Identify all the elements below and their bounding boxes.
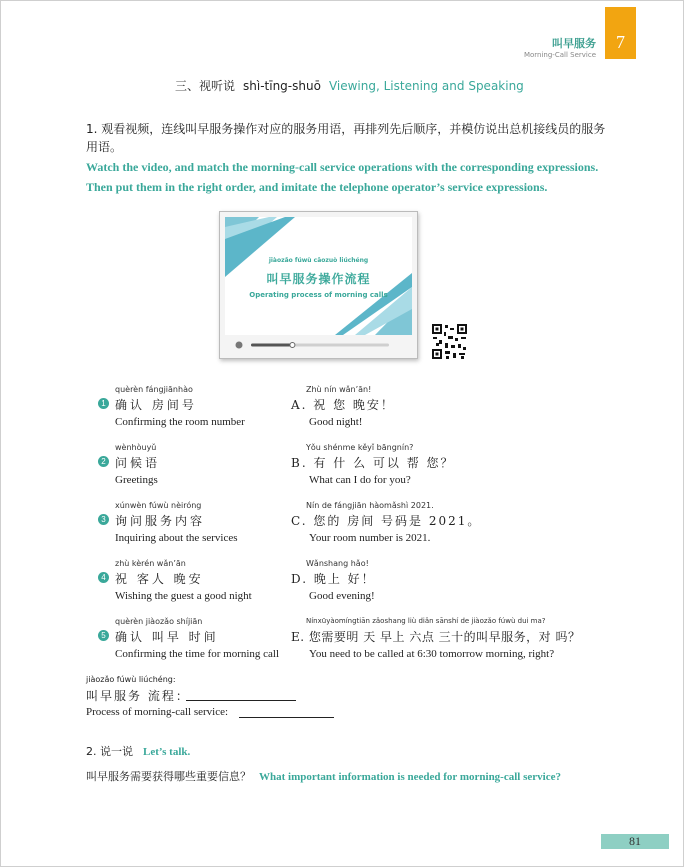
item-pinyin: quèrèn jiàozǎo shíjiān	[115, 617, 203, 626]
option-cn: B. 有 什 么 可以 帮 您？	[291, 456, 455, 470]
task2-heading-cn: 2. 说一说	[86, 745, 133, 758]
option-en: What can I do for you?	[309, 474, 411, 486]
option-en: Good night!	[309, 416, 363, 428]
option-cn: A. 祝 您 晚安！	[291, 398, 395, 412]
item-en: Wishing the guest a good night	[115, 590, 252, 602]
task2-question	[86, 768, 561, 784]
video-player[interactable]	[219, 211, 418, 359]
item-en: Confirming the time for morning call	[115, 648, 280, 660]
task1-instruction-en: Watch the video, and match the morning-call service operations with the corresponding expressions. Then put them in the right order, and imitate the telephone operator’s service expressions.	[86, 160, 599, 194]
item-number: 4	[98, 572, 109, 583]
header-title: 叫早服务	[552, 37, 596, 50]
item-cn: 确认 叫早 时间	[115, 630, 219, 644]
header-subtitle: Morning-Call Service	[523, 51, 596, 59]
answer-blank-cn[interactable]	[186, 700, 296, 701]
item-en: Confirming the room number	[115, 416, 245, 428]
option-pinyin: Nín de fángjiān hàomǎshì 2021.	[306, 501, 434, 510]
item-pinyin: zhù kèrén wǎn’ān	[115, 559, 186, 568]
video-pinyin: jiàozǎo fúwù cāozuò liúchéng	[268, 257, 369, 264]
play-icon[interactable]	[236, 342, 243, 349]
chapter-tab: 7	[605, 7, 636, 59]
option-en: Your room number is 2021.	[309, 532, 431, 544]
item-number: 2	[98, 456, 109, 467]
fill-label-en: Process of morning-call service:	[86, 706, 229, 718]
item-en: Inquiring about the services	[115, 532, 238, 544]
task2-question-cn: 叫早服务需要获得哪些重要信息？	[86, 770, 251, 783]
item-en: Greetings	[115, 474, 158, 486]
item-pinyin: wènhòuyǔ	[115, 443, 157, 452]
option-pinyin: Zhù nín wǎn’ān!	[306, 385, 372, 394]
video-controls	[225, 338, 412, 352]
option-cn: C. 您的 房间 号码是 2021。	[291, 514, 482, 528]
progress-fill	[251, 344, 292, 347]
task2-question-en: What important information is needed for morning-call service?	[259, 771, 561, 783]
task2-heading-en: Let’s talk.	[143, 746, 191, 758]
item-cn: 确认 房间号	[115, 398, 197, 412]
option-pinyin: Nínxūyàomíngtiān zǎoshang liù diǎn sānshí de jiàozǎo fúwù dui ma?	[306, 617, 546, 625]
item-cn: 询问服务内容	[115, 514, 206, 528]
item-pinyin: quèrèn fángjiānhào	[115, 385, 193, 394]
option-cn: E. 您需要明 天 早上 六点 三十的叫早服务，对 吗？	[291, 630, 581, 644]
answer-blank-en[interactable]	[239, 717, 334, 718]
task1-instruction-cn: 1. 观看视频，连线叫早服务操作对应的服务用语，再排列先后顺序，并模仿说出总机接线员的服务用语。	[86, 122, 606, 154]
task2-heading	[86, 743, 190, 759]
section-title-pinyin: shì-tīng-shuō	[243, 79, 321, 93]
option-cn: D. 晚上 好！	[291, 572, 376, 586]
item-cn: 祝 客人 晚安	[115, 572, 204, 586]
section-title-en: Viewing, Listening and Speaking	[328, 79, 524, 93]
option-pinyin: Wǎnshang hǎo!	[306, 559, 369, 568]
video-screen[interactable]	[225, 217, 412, 335]
fill-pinyin: jiàozǎo fúwù liúchéng:	[86, 675, 176, 684]
option-en: You need to be called at 6:30 tomorrow morning, right?	[309, 648, 555, 660]
section-title-cn: 三、视听说	[175, 79, 236, 93]
fill-label-cn: 叫早服务 流程：	[86, 689, 190, 703]
item-number: 5	[98, 630, 109, 641]
item-number: 3	[98, 514, 109, 525]
progress-handle[interactable]	[290, 343, 295, 348]
item-cn: 问候语	[115, 456, 161, 470]
page-number: 81	[601, 834, 669, 849]
item-number: 1	[98, 398, 109, 409]
qr-code-icon	[431, 323, 468, 360]
item-pinyin: xúnwèn fúwù nèiróng	[115, 501, 202, 510]
section-title	[175, 77, 524, 94]
option-pinyin: Yǒu shénme kěyǐ bāngnín?	[306, 443, 414, 452]
option-en: Good evening!	[309, 590, 375, 602]
video-title-cn: 叫早服务操作流程	[266, 272, 371, 286]
video-title-en: Operating process of morning calls	[249, 291, 388, 299]
